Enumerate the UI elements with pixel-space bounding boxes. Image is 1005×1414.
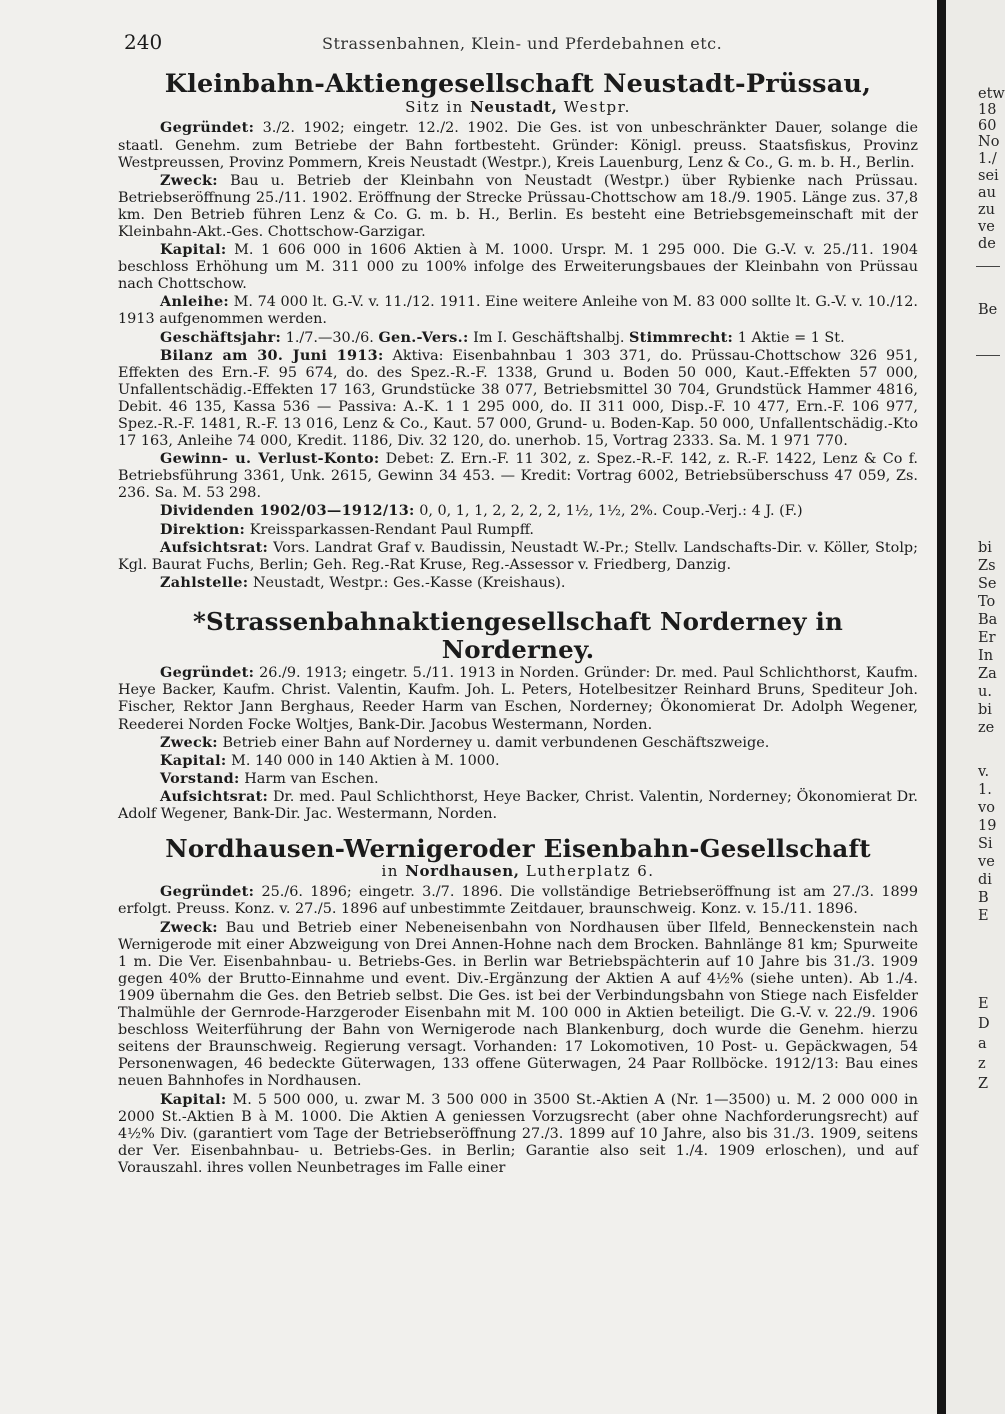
section-dividenden xyxy=(118,502,918,520)
margin-fragment: Za xyxy=(978,666,997,682)
margin-fragment: 1./ xyxy=(978,151,997,167)
section-key-gen-vers: Gen.-Vers.: xyxy=(378,328,469,346)
margin-fragment: vo xyxy=(978,800,995,816)
section-text: Bau u. Betrieb der Kleinbahn von Neustadt (Westpr.) über Rybienke nach Prüssau. Betriebseröffnung 25./11. 1902. Eröffnung der Strecke Prüssau-Chottschow am 18./9. 1905. Länge zus. 37,8 km. Den Betrieb führen Lenz & Co. G. m. b. H., Berlin. Es besteht eine Betriebsgemeinschaft mit der Kleinbahn-Akt.-Ges. Chottschow-Garzigar. xyxy=(118,172,918,240)
section-key: Kapital: xyxy=(160,751,227,769)
section-key: Gegründet: xyxy=(160,119,255,137)
section-zweck xyxy=(118,919,918,1091)
margin-fragment: zu xyxy=(978,202,995,218)
section-text: 0, 0, 1, 1, 2, 2, 2, 2, 1½, 1½, 2%. Coup.-Verj.: 4 J. (F.) xyxy=(414,503,803,520)
margin-fragment: etw xyxy=(978,86,1005,102)
seat-prefix: Sitz in xyxy=(405,98,464,117)
section-text: M. 140 000 in 140 Aktien à M. 1000. xyxy=(226,752,500,769)
section-zweck xyxy=(118,734,918,752)
section-text: Debet: Z. Ern.-F. 11 302, z. Spez.-R.-F. 142, z. R.-F. 1422, Lenz & Co f. Betriebsführung 3361, Unk. 2615, Gewinn 34 453. — Kredit: Vortrag 6002, Betriebsüberschuss 47 059, Zs. 236. Sa. M. 53 298. xyxy=(118,451,918,502)
section-key: Zweck: xyxy=(160,733,218,751)
section-kapital xyxy=(118,241,918,293)
margin-fragment: a xyxy=(978,1036,987,1052)
section-text: 1./7.—30./6. xyxy=(281,329,379,346)
section-text: 26./9. 1913; eingetr. 5./11. 1913 in Norden. Gründer: Dr. med. Paul Schlichthorst, Kaufm. Heye Backer, Kaufm. Christ. Valentin, Kaufm. Joh. L. Peters, Hotelbesitzer Reinhard Bruns, Spediteur Joh. Fischer, Rektor Jann Berghaus, Reeder Harm van Eschen, Norderney; Ökonomierat Dr. Adolph Wegener, Reederei Norden Focke Woltjes, Bank-Dir. Jacobus Westermann, Norden. xyxy=(118,665,918,733)
section-gegruendet xyxy=(118,883,918,918)
section-direktion xyxy=(118,521,918,539)
margin-fragment: Si xyxy=(978,836,993,852)
section-key: Zweck: xyxy=(160,918,218,936)
margin-fragment: E xyxy=(978,908,989,924)
section-text: Neustadt, Westpr.: Ges.-Kasse (Kreishaus). xyxy=(248,574,566,591)
margin-fragment: 18 xyxy=(978,102,997,118)
margin-fragment: No xyxy=(978,134,1000,150)
margin-fragment: ve xyxy=(978,219,995,235)
section-key: Dividenden 1902/03—1912/13: xyxy=(160,502,415,520)
entry-seat xyxy=(118,863,918,880)
margin-rule xyxy=(976,355,1000,356)
margin-fragment: bi xyxy=(978,540,992,556)
margin-fragment: E xyxy=(978,996,989,1012)
seat-prefix: in xyxy=(381,862,399,881)
margin-fragment: Ba xyxy=(978,612,998,628)
margin-fragment: v. xyxy=(978,764,990,780)
section-aufsichtsrat xyxy=(118,788,918,823)
section-text: M. 5 500 000, u. zwar M. 3 500 000 in 3500 St.-Aktien A (Nr. 1—3500) u. M. 2 000 000 in 2000 St.-Aktien B à M. 1000. Die Aktien A geniessen Vorzugsrecht (aber ohne Nachforderungsrecht) auf 4½% Div. (garantiert vom Tage der Betriebseröffnung 27./3. 1899 auf 10 Jahre, also bis 31./3. 1909, seitens der Ver. Eisenbahnbau- u. Betriebs-Ges. in Berlin; Garantie also seit 1./4. 1909 erloschen), und auf Vorauszahl. ihres vollen Neunbetrages im Falle einer xyxy=(118,1091,918,1176)
page-gutter-divider xyxy=(937,0,946,1414)
section-geschaeftsjahr xyxy=(118,329,918,347)
margin-fragment: bi xyxy=(978,702,992,718)
margin-fragment: B xyxy=(978,890,989,906)
entry-seat xyxy=(118,99,918,116)
section-key: Aufsichtsrat: xyxy=(160,787,269,805)
section-key: Gegründet: xyxy=(160,883,255,901)
section-zahlstelle xyxy=(118,574,918,592)
margin-fragment: di xyxy=(978,872,992,888)
margin-fragment: Zs xyxy=(978,558,996,574)
margin-fragment: Se xyxy=(978,576,997,592)
section-text: 3./2. 1902; eingetr. 12./2. 1902. Die Ges. ist von unbeschränkter Dauer, solange die staatl. Genehm. zum Betriebe der Bahn fortbesteht. Gründer: Königl. preuss. Staatsfiskus, Provinz Westpreussen, Provinz Pommern, Kreis Neustadt (Westpr.), Kreis Lauenburg, Lenz & Co., G. m. b. H., Berlin. xyxy=(118,120,918,171)
margin-fragment: 1. xyxy=(978,782,992,798)
margin-fragment: Er xyxy=(978,630,996,646)
section-aufsichtsrat xyxy=(118,539,918,574)
margin-fragment: 60 xyxy=(978,118,997,134)
entry-kleinbahn-neustadt-pruessau xyxy=(118,70,918,592)
section-key-stimmrecht: Stimmrecht: xyxy=(628,328,734,346)
margin-fragment: au xyxy=(978,185,996,201)
seat-city: Nordhausen, xyxy=(405,862,520,881)
entry-title: Nordhausen-Wernigeroder Eisenbahn-Gesellschaft xyxy=(165,834,871,864)
seat-city: Neustadt, xyxy=(470,98,558,117)
section-text: M. 1 606 000 in 1606 Aktien à M. 1000. Urspr. M. 1 295 000. Die G.-V. v. 25./11. 1904 beschloss Erhöhung um M. 311 000 zu 100% infolge des Erweiterungsbaues der Kleinbahn von Prüssau nach Chottschow. xyxy=(118,242,918,293)
section-key: Bilanz am 30. Juni 1913: xyxy=(160,346,384,364)
margin-fragment: sei xyxy=(978,168,999,184)
margin-fragment: 19 xyxy=(978,818,997,834)
section-gegruendet xyxy=(118,119,918,171)
section-bilanz xyxy=(118,347,918,451)
section-kapital xyxy=(118,752,918,770)
adjacent-page-margin xyxy=(946,0,1005,1414)
section-text-stimmrecht: 1 Aktie = 1 St. xyxy=(733,329,845,346)
section-zweck xyxy=(118,172,918,241)
section-key: Kapital: xyxy=(160,1090,227,1108)
section-gewinn-verlust xyxy=(118,450,918,502)
margin-fragment: ze xyxy=(978,720,995,736)
section-text-gen-vers: Im I. Geschäftshalbj. xyxy=(468,329,629,346)
entry-title: Kleinbahn-Aktiengesellschaft Neustadt-Prüssau, xyxy=(164,69,872,99)
section-key: Kapital: xyxy=(160,241,227,259)
seat-suffix: Westpr. xyxy=(563,98,631,117)
margin-fragment: z xyxy=(978,1056,986,1072)
section-key: Aufsichtsrat: xyxy=(160,538,269,556)
margin-fragment: u. xyxy=(978,684,992,700)
entry-nordhausen-wernigeroder xyxy=(118,835,918,1177)
margin-fragment: de xyxy=(978,236,996,252)
section-kapital xyxy=(118,1091,918,1177)
margin-fragment: Be xyxy=(978,302,998,318)
section-key: Gegründet: xyxy=(160,664,255,682)
section-text: M. 74 000 lt. G.-V. v. 11./12. 1911. Eine weitere Anleihe von M. 83 000 sollte lt. G.-V. v. 10./12. 1913 aufgenommen werden. xyxy=(118,294,918,328)
section-vorstand xyxy=(118,770,918,788)
section-gegruendet xyxy=(118,664,918,733)
entry-strassenbahn-norderney xyxy=(118,608,918,823)
entry-title: *Strassenbahnaktiengesellschaft Norderney in Norderney. xyxy=(193,606,843,665)
section-key: Zahlstelle: xyxy=(160,573,249,591)
section-key: Zweck: xyxy=(160,171,218,189)
section-text: Betrieb einer Bahn auf Norderney u. damit verbundenen Geschäftszweige. xyxy=(217,734,770,751)
margin-fragment: In xyxy=(978,648,994,664)
seat-suffix: Lutherplatz 6. xyxy=(525,862,655,881)
section-text: Bau und Betrieb einer Nebeneisenbahn von Nordhausen über Ilfeld, Benneckenstein nach Wernigerode mit einer Abzweigung von Drei Annen-Hohne nach dem Brocken. Bahnlänge 81 km; Spurweite 1 m. Die Ver. Eisenbahnbau- u. Betriebs-Ges. in Berlin war Betriebspächterin auf 10 Jahre bis 31./3. 1909 gegen 40% der Brutto-Einnahme und event. Div.-Ergänzung der Aktien A auf 4½% (siehe unten). Ab 1./4. 1909 übernahm die Ges. den Betrieb selbst. Die Ges. ist bei der Verbindungsbahn von Stiege nach Eisfelder Thalmühle der Gernrode-Harzgeroder Eisenbahn mit M. 100 000 in Aktien beteiligt. Die G.-V. v. 22./9. 1906 beschloss Weiterführung der Bahn von Wernigerode nach Blankenburg, doch wurde die Genehm. hierzu seitens der Braunschweig. Regierung versagt. Vorhanden: 17 Lokomotiven, 10 Post- u. Gepäckwagen, 54 Personenwagen, 46 bedeckte Güterwagen, 133 offene Güterwagen, 24 Paar Rollböcke. 1912/13: Bau eines neuen Bahnhofes in Nordhausen. xyxy=(118,919,918,1090)
section-text: Harm van Eschen. xyxy=(239,770,379,787)
text-column xyxy=(118,62,918,1177)
section-anleihe xyxy=(118,293,918,328)
margin-rule xyxy=(976,266,1000,267)
section-text: Dr. med. Paul Schlichthorst, Heye Backer, Christ. Valentin, Norderney; Ökonomierat Dr. Adolf Wegener, Bank-Dir. Jac. Westermann, Norden. xyxy=(118,788,918,823)
section-key: Anleihe: xyxy=(160,293,230,311)
running-head: Strassenbahnen, Klein- und Pferdebahnen etc. xyxy=(322,34,723,53)
margin-fragment: D xyxy=(978,1016,990,1032)
page-number: 240 xyxy=(124,30,163,54)
margin-fragment: Z xyxy=(978,1076,989,1092)
margin-fragment: ve xyxy=(978,854,995,870)
section-text: Kreissparkassen-Rendant Paul Rumpff. xyxy=(245,521,534,538)
section-key: Vorstand: xyxy=(160,769,240,787)
section-text: Aktiva: Eisenbahnbau 1 303 371, do. Prüssau-Chottschow 326 951, Effekten des Ern.-F. 95 674, do. des Spez.-R.-F. 1338, Grund u. Boden 50 000, Kaut.-Effekten 57 000, Unfallentschädig.-Effekten 17 163, Grundstücke 38 077, Betriebsmittel 30 704, Grundstück Hammer 4816, Debit. 46 135, Kassa 536 — Passiva: A.-K. 1 1 295 000, do. II 311 000, Disp.-F. 10 477, Ern.-F. 106 977, Spez.-R.-F. 1481, R.-F. 13 016, Lenz & Co., Kaut. 57 000, Grund- u. Boden-Kap. 50 000, Unfallentschädig.-Kto 17 163, Anleihe 74 000, Kredit. 1186, Div. 32 120, do. unerhob. 15, Vortrag 2333. Sa. M. 1 971 770. xyxy=(118,347,918,450)
margin-fragment: To xyxy=(978,594,996,610)
section-text: 25./6. 1896; eingetr. 3./7. 1896. Die vollständige Betriebseröffnung ist am 27./3. 1899 erfolgt. Preuss. Konz. v. 27./5. 1896 auf unbestimmte Zeitdauer, braunschweig. Konz. v. 15./11. 1896. xyxy=(118,884,918,918)
section-key: Geschäftsjahr: xyxy=(160,328,282,346)
section-key: Gewinn- u. Verlust-Konto: xyxy=(160,450,380,468)
section-key: Direktion: xyxy=(160,520,246,538)
section-text: Vors. Landrat Graf v. Baudissin, Neustadt W.-Pr.; Stellv. Landschafts-Dir. v. Köller, Stolp; Kgl. Baurat Fuchs, Berlin; Geh. Reg.-Rat Kruse, Reg.-Assessor v. Friedberg, Danzig. xyxy=(118,539,918,573)
